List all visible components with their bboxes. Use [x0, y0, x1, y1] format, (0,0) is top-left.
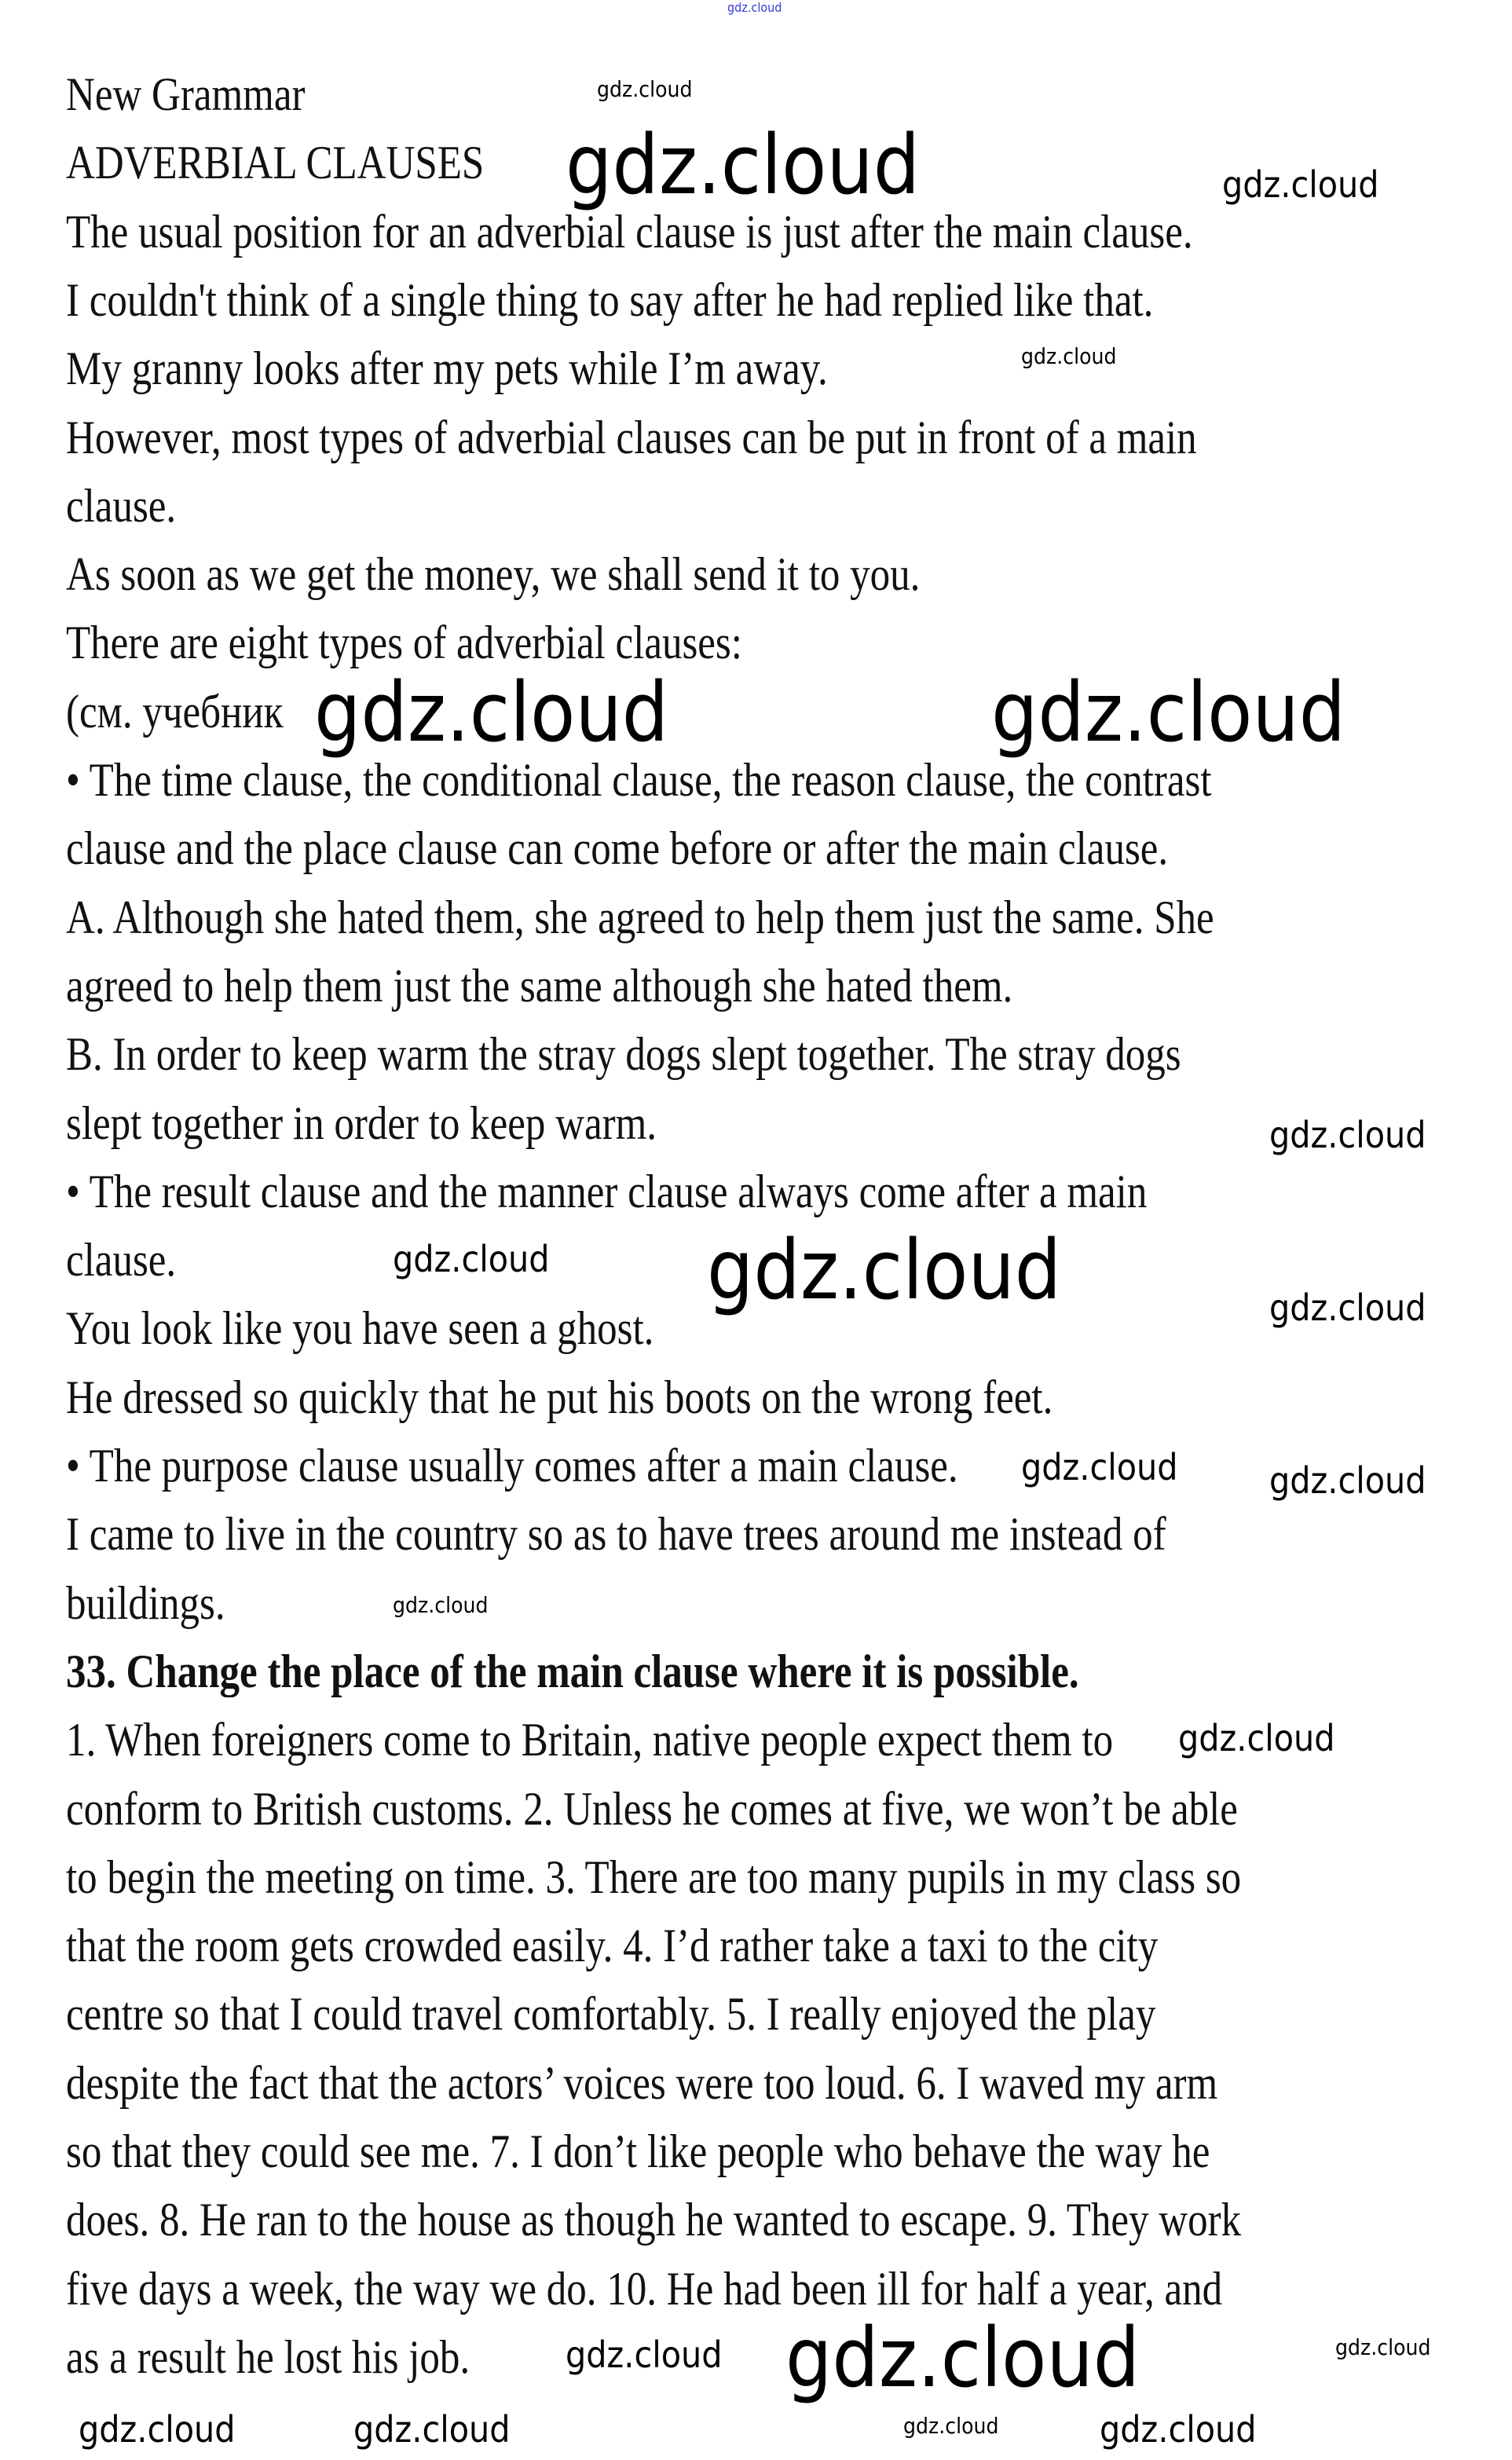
text-line: agreed to help them just the same although she hated them.	[66, 959, 1013, 1012]
text-line: As soon as we get the money, we shall send it to you.	[66, 548, 921, 601]
watermark: gdz.cloud	[566, 117, 921, 213]
text-line: to begin the meeting on time. 3. There are too many pupils in my class so	[66, 1850, 1242, 1903]
text-line: that the room gets crowded easily. 4. I’d rather take a taxi to the city	[66, 1920, 1159, 1972]
watermark: gdz.cloud	[79, 2408, 236, 2451]
text-line: I couldn't think of a single thing to say after he had replied like that.	[66, 273, 1154, 326]
text-line: I came to live in the country so as to have trees around me instead of	[66, 1508, 1166, 1561]
text-line: 1. When foreigners come to Britain, native people expect them to	[66, 1714, 1114, 1766]
text-line: clause.	[66, 1234, 177, 1287]
text-line: (см. учебник	[66, 685, 284, 738]
watermark: gdz.cloud	[727, 0, 782, 15]
watermark: gdz.cloud	[1178, 1717, 1335, 1759]
text-line: The usual position for an adverbial clause is just after the main clause.	[66, 205, 1193, 258]
exercise-heading: 33. Change the place of the main clause where it is possible.	[66, 1645, 1079, 1697]
watermark: gdz.cloud	[707, 1222, 1062, 1318]
watermark: gdz.cloud	[393, 1238, 550, 1280]
watermark: gdz.cloud	[1021, 343, 1117, 369]
watermark: gdz.cloud	[314, 664, 669, 760]
text-line: • The time clause, the conditional clause, the reason clause, the contrast	[66, 754, 1212, 806]
text-line: conform to British customs. 2. Unless he comes at five, we won’t be able	[66, 1782, 1238, 1835]
text-line: My granny looks after my pets while I’m away.	[66, 342, 828, 395]
text-line: does. 8. He ran to the house as though he wanted to escape. 9. They work	[66, 2194, 1242, 2246]
text-line: You look like you have seen a ghost.	[66, 1302, 654, 1355]
text-line: A. Although she hated them, she agreed to help them just the same. She	[66, 891, 1214, 943]
document-header: New Grammar	[66, 68, 306, 120]
watermark: gdz.cloud	[1335, 2334, 1431, 2360]
watermark: gdz.cloud	[1269, 1287, 1426, 1329]
watermark: gdz.cloud	[991, 664, 1346, 760]
text-line: slept together in order to keep warm.	[66, 1096, 657, 1149]
text-line: centre so that I could travel comfortably. 5. I really enjoyed the play	[66, 1988, 1156, 2041]
text-line: five days a week, the way we do. 10. He had been ill for half a year, and	[66, 2262, 1223, 2315]
text-line: He dressed so quickly that he put his boots on the wrong feet.	[66, 1371, 1053, 1423]
text-line: clause.	[66, 479, 177, 532]
watermark: gdz.cloud	[785, 2310, 1140, 2406]
text-line: There are eight types of adverbial clauses:	[66, 617, 742, 669]
text-line: • The purpose clause usually comes after a main clause.	[66, 1440, 958, 1492]
section-title: ADVERBIAL CLAUSES	[66, 137, 485, 189]
watermark: gdz.cloud	[1222, 163, 1379, 206]
watermark: gdz.cloud	[1100, 2408, 1257, 2451]
text-line: as a result he lost his job.	[66, 2330, 470, 2383]
text-line: However, most types of adverbial clauses can be put in front of a main	[66, 411, 1197, 463]
watermark: gdz.cloud	[1021, 1446, 1178, 1488]
watermark: gdz.cloud	[1269, 1114, 1426, 1156]
watermark: gdz.cloud	[1269, 1459, 1426, 1502]
text-line: clause and the place clause can come before or after the main clause.	[66, 822, 1169, 875]
text-line: buildings.	[66, 1576, 225, 1629]
watermark: gdz.cloud	[353, 2408, 511, 2451]
text-line: • The result clause and the manner clause always come after a main	[66, 1165, 1148, 1217]
text-line: so that they could see me. 7. I don’t like people who behave the way he	[66, 2125, 1210, 2177]
watermark: gdz.cloud	[903, 2413, 999, 2439]
text-line: B. In order to keep warm the stray dogs slept together. The stray dogs	[66, 1028, 1181, 1081]
watermark: gdz.cloud	[597, 76, 693, 102]
watermark: gdz.cloud	[393, 1592, 489, 1618]
text-line: despite the fact that the actors’ voices were too loud. 6. I waved my arm	[66, 2056, 1218, 2109]
watermark: gdz.cloud	[566, 2334, 723, 2376]
